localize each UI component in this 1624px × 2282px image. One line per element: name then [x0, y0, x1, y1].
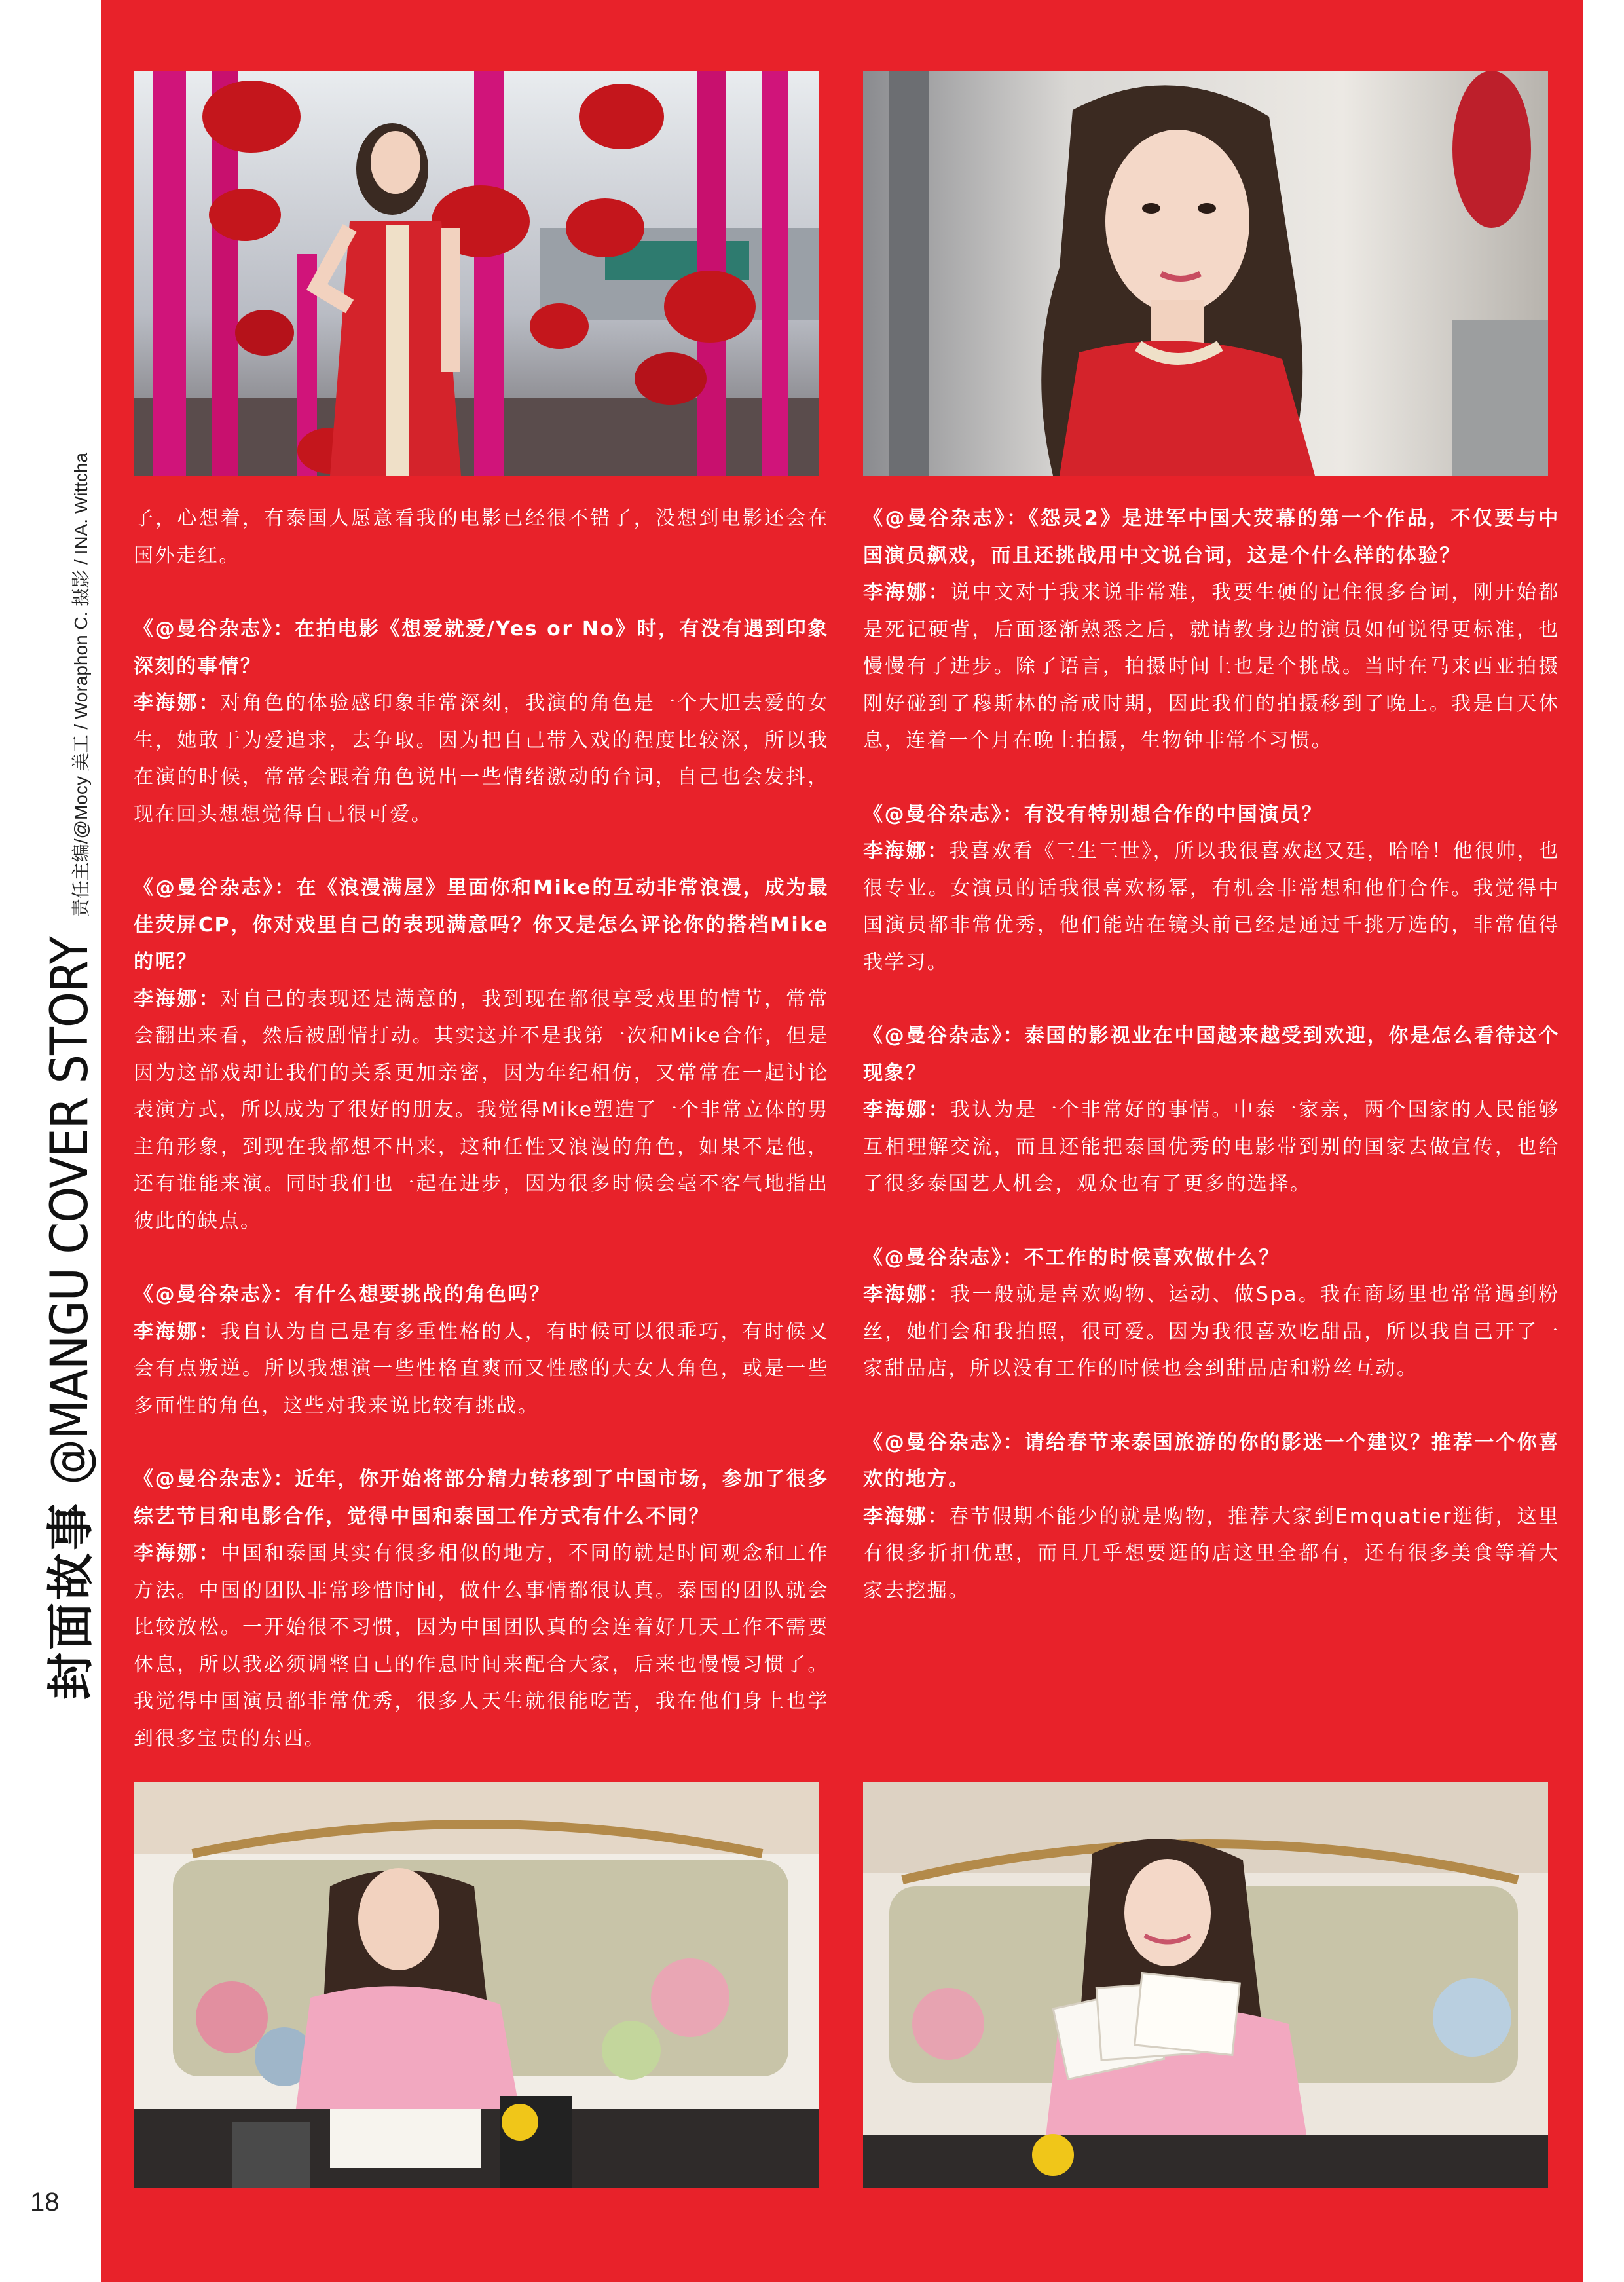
answer-paragraph: 李海娜：说中文对于我来说非常难，我要生硬的记住很多台词，刚开始都是死记硬背，后面逐渐熟悉之后，就请教身边的演员如何说得更标准，也慢慢有了进步。除了语言，拍摄时间上也是个挑战。当时在马来西亚拍摄刚好碰到了穆斯林的斋戒时期，因此我们的拍摄移到了晚上。我是白天休息，连着一个月在晚上拍摄，生物钟非常不习惯。	[863, 581, 1560, 752]
question-paragraph: 《@曼谷杂志》：有什么想要挑战的角色吗？	[134, 1283, 551, 1306]
speaker-label: 李海娜：	[863, 1283, 951, 1306]
page-number: 18	[30, 2188, 60, 2217]
answer-paragraph: 李海娜：我一般就是喜欢购物、运动、做Spa。我在商场里也常常遇到粉丝，她们会和我拍照，很可爱。因为我很喜欢吃甜品，所以我自己开了一家甜品店，所以没有工作的时候也会到甜品店和粉丝互动。	[863, 1283, 1560, 1380]
section-title-chinese: 封面故事	[43, 1500, 98, 1700]
answer-paragraph: 李海娜：我自认为自己是有多重性格的人，有时候可以很乖巧，有时候又会有点叛逆。所以我想演一些性格直爽而又性感的大女人角色，或是一些多面性的角色，这些对我来说比较有挑战。	[134, 1320, 829, 1417]
question-paragraph: 《@曼谷杂志》：有没有特别想合作的中国演员？	[863, 802, 1323, 826]
answer-paragraph: 李海娜：我喜欢看《三生三世》，所以我很喜欢赵又廷，哈哈！他很帅，也很专业。女演员的话我很喜欢杨幂，有机会非常想和他们合作。我觉得中国演员都非常优秀，他们能站在镜头前已经是通过千挑万选的，非常值得我学习。	[863, 840, 1560, 974]
answer-paragraph: 李海娜：对角色的体验感印象非常深刻，我演的角色是一个大胆去爱的女生，她敢于为爱追求，去争取。因为把自己带入戏的程度比较深，所以我在演的时候，常常会跟着角色说出一些情绪激动的台词，自己也会发抖，现在回头想想觉得自己很可爱。	[134, 692, 829, 826]
question-paragraph: 《@曼谷杂志》：在《浪漫满屋》里面你和Mike的互动非常浪漫，成为最佳荧屏CP，你对戏里自己的表现满意吗？你又是怎么评论你的搭档Mike的呢？	[134, 876, 829, 973]
answer-paragraph: 李海娜：春节假期不能少的就是购物，推荐大家到Emquatier逛街，这里有很多折扣优惠，而且几乎想要逛的店这里全都有，还有很多美食等着大家去挖掘。	[863, 1505, 1560, 1602]
answer-paragraph: 李海娜：对自己的表现还是满意的，我到现在都很享受戏里的情节，常常会翻出来看，然后被剧情打动。其实这并不是我第一次和Mike合作，但是因为这部戏却让我们的关系更加亲密，因为年纪相仿，又常常在一起讨论表演方式，所以成为了很好的朋友。我觉得Mike塑造了一个非常立体的男主角形象，到现在我都想不出来，这种任性又浪漫的角色，如果不是他，还有谁能来演。同时我们也一起在进步，因为很多时候会毫不客气地指出彼此的缺点。	[134, 987, 829, 1233]
photo-signing-autographs	[134, 1782, 819, 2188]
speaker-label: 李海娜：	[863, 1505, 950, 1528]
photo-holding-cards	[863, 1782, 1548, 2188]
staff-credits: 责任主编/@Mocy 美工 / Woraphon C. 摄影 / INA. Wittcha	[71, 452, 91, 918]
right-text-column	[863, 500, 1560, 1609]
speaker-label: 李海娜：	[863, 581, 951, 604]
speaker-label: 李海娜：	[134, 1542, 221, 1565]
question-paragraph: 《@曼谷杂志》：请给春节来泰国旅游的你的影迷一个建议？推荐一个你喜欢的地方。	[863, 1431, 1560, 1491]
question-paragraph: 《@曼谷杂志》：《怨灵2》是进军中国大荧幕的第一个作品，不仅要与中国演员飙戏，而且还挑战用中文说台词，这是个什么样的体验？	[863, 507, 1560, 567]
section-side-title	[33, 453, 101, 1700]
answer-paragraph: 李海娜：中国和泰国其实有很多相似的地方，不同的就是时间观念和工作方法。中国的团队非常珍惜时间，做什么事情都很认真。泰国的团队就会比较放松。一开始很不习惯，因为中国团队真的会连着好几天工作不需要休息，所以我必须调整自己的作息时间来配合大家，后来也慢慢习惯了。我觉得中国演员都非常优秀，很多人天生就很能吃苦，我在他们身上也学到很多宝贵的东西。	[134, 1542, 829, 1750]
question-paragraph: 《@曼谷杂志》：泰国的影视业在中国越来越受到欢迎，你是怎么看待这个现象？	[863, 1024, 1560, 1085]
speaker-label: 李海娜：	[134, 692, 221, 715]
question-paragraph: 《@曼谷杂志》：近年，你开始将部分精力转移到了中国市场，参加了很多综艺节目和电影合作，觉得中国和泰国工作方式有什么不同？	[134, 1468, 829, 1528]
speaker-label: 李海娜：	[863, 840, 949, 863]
photo-lanterns-standing	[134, 71, 819, 476]
speaker-label: 李海娜：	[863, 1098, 951, 1121]
photo-closeup-portrait	[863, 71, 1548, 476]
speaker-label: 李海娜：	[134, 987, 221, 1011]
left-text-column	[134, 500, 829, 1757]
question-paragraph: 《@曼谷杂志》：不工作的时候喜欢做什么？	[863, 1246, 1280, 1269]
answer-paragraph: 李海娜：我认为是一个非常好的事情。中泰一家亲，两个国家的人民能够互相理解交流，而且还能把泰国优秀的电影带到别的国家去做宣传，也给了很多泰国艺人机会，观众也有了更多的选择。	[863, 1098, 1560, 1195]
speaker-label: 李海娜：	[134, 1320, 221, 1343]
section-title-english: @MANGU COVER STORY	[41, 937, 100, 1485]
question-paragraph: 《@曼谷杂志》：在拍电影《想爱就爱/Yes or No》时，有没有遇到印象深刻的事情？	[134, 618, 829, 678]
answer-paragraph: 子，心想着，有泰国人愿意看我的电影已经很不错了，没想到电影还会在国外走红。	[134, 507, 829, 567]
